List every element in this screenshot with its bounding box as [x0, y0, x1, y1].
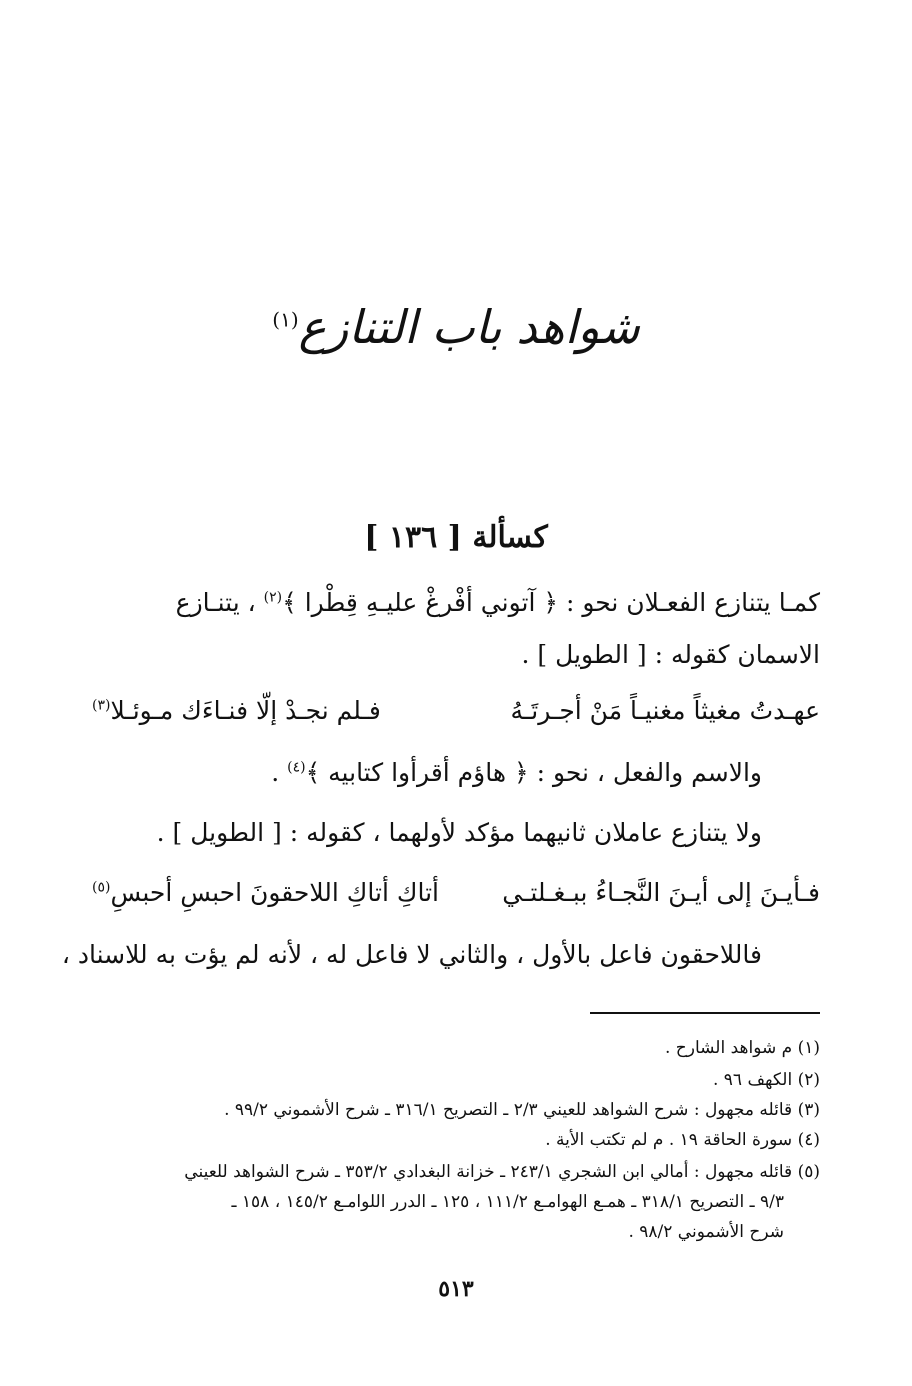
footnote-1: (١) م شواهد الشارح . — [664, 1038, 820, 1058]
body-line-4: ولا يتنازع عاملان ثانيهما مؤكد لأولهما ، كقوله : [ الطويل ] . — [156, 818, 762, 847]
footnote-5-line-2: ٩/٣ ـ التصريح ٣١٨/١ ـ همـع الهوامـع ١١١/٢ ، ١٢٥ ـ الدرر اللوامـع ١٤٥/٢ ، ١٥٨ ـ — [231, 1192, 784, 1212]
footnote-4: (٤) سورة الحاقة ١٩ . م لم تكتب الأية . — [545, 1130, 820, 1150]
section-heading: كسألة [ ١٣٦ ] — [364, 520, 548, 555]
page-number: ٥١٣ — [438, 1276, 474, 1302]
body-line-1-tail: ، يتنـازع — [175, 588, 256, 617]
verse-1-ref: (٣) — [92, 697, 111, 714]
body-line-5: فاللاحقون فاعل بالأول ، والثاني لا فاعل له ، لأنه لم يؤت به للاسناد ، — [61, 940, 762, 969]
footnote-separator — [590, 1012, 820, 1014]
chapter-title-text: شواهد باب التنازع — [298, 300, 640, 354]
body-line-1 — [92, 588, 820, 617]
body-line-3-ref: (٤) — [287, 759, 306, 776]
body-line-1-text: كمـا يتنازع الفعـلان نحو : ﴿ آتوني أفْرغْ عليـهِ قِطْرا ﴾ — [282, 588, 820, 617]
footnote-3: (٣) قائله مجهول : شرح الشواهد للعيني ٢/٣ ـ التصريح ٣١٦/١ ـ شرح الأشموني ٩٩/٢ . — [224, 1100, 820, 1120]
verse-1-second-hemistich-text: فـلم نجـدْ إلّا فنـاءَك مـوئـلا — [110, 696, 381, 725]
verse-1-first-hemistich: عهـدتُ مغيثاً مغنيـاً مَنْ أجـرتَـهُ — [510, 696, 820, 725]
footnote-5-line-3: شرح الأشموني ٩٨/٢ . — [628, 1222, 784, 1242]
chapter-title-note-ref: (١) — [272, 307, 299, 332]
verse-2-second-hemistich — [92, 878, 439, 907]
verse-2-second-hemistich-text: أتاكِ أتاكِ اللاحقونَ احبسِ أحبسِ — [110, 878, 439, 907]
verse-1-second-hemistich — [92, 696, 381, 725]
footnote-2: (٢) الكهف ٩٦ . — [712, 1070, 820, 1090]
body-line-2: الاسمان كقوله : [ الطويل ] . — [521, 640, 820, 669]
footnote-5-line-1: (٥) قائله مجهول : أمالي ابن الشجري ٢٤٣/١ ـ خزانة البغدادي ٣٥٣/٢ ـ شرح الشواهد للعيني — [184, 1162, 820, 1182]
body-line-1-ref: (٢) — [263, 589, 283, 606]
verse-2-first-hemistich: فـأيـنَ إلى أيـنَ النَّجـاءُ ببـغـلتـي — [502, 878, 820, 907]
chapter-title — [0, 300, 912, 354]
body-line-3-text: والاسم والفعل ، نحو : ﴿ هاؤم أقرأوا كتابيه ﴾ — [305, 758, 762, 787]
verse-2-ref: (٥) — [92, 879, 111, 896]
body-line-3 — [92, 758, 762, 787]
body-line-3-tail: . — [271, 758, 280, 787]
